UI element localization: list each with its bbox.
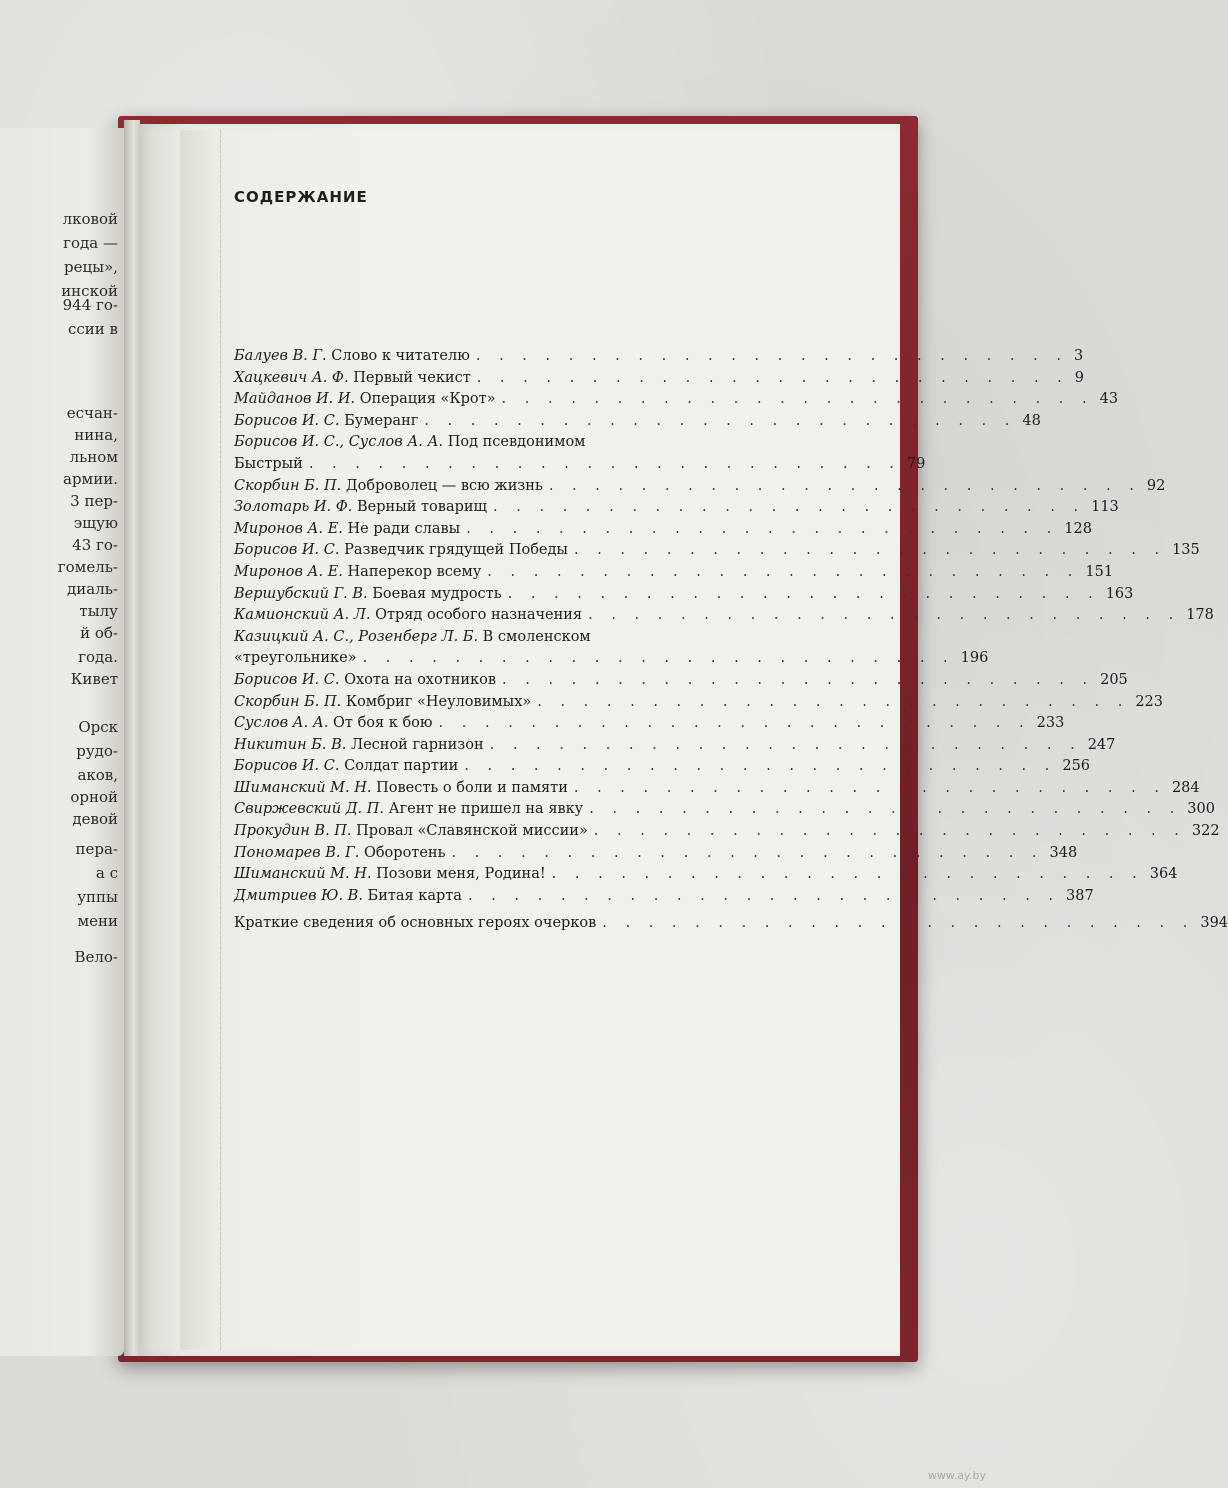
toc-leader-dots: . . . . . . . . . . . . . . . . . . . . . . . . . . <box>589 801 1182 818</box>
left-page-text-line: й об- <box>80 624 118 642</box>
toc-page-number: 43 <box>1099 391 1119 408</box>
toc-entry <box>234 715 1065 737</box>
toc-leader-dots: . . . . . . . . . . . . . . . . . . . . . . . . . . <box>475 348 1068 364</box>
toc-author: Балуев В. Г. <box>234 348 327 364</box>
toc-author: Шиманский М. Н. <box>234 779 372 796</box>
left-page-text-line: 944 го- <box>62 296 118 314</box>
toc-page-number: 205 <box>1100 671 1128 688</box>
toc-author: Золотарь И. Ф. <box>234 499 353 516</box>
toc-author: Дмитриев Ю. В. <box>234 887 363 904</box>
toc-page-number: 387 <box>1066 887 1094 904</box>
left-page-text-line: гомель- <box>57 558 118 576</box>
watermark: www.ay.by <box>927 1469 986 1482</box>
toc-title: Верный товарищ <box>357 499 488 516</box>
toc-title: Слово к читателю <box>331 348 470 364</box>
toc-entry <box>234 736 1116 759</box>
toc-entry <box>234 499 1119 521</box>
toc-author: Борисов И. С. <box>234 542 340 559</box>
toc-title: Не ради славы <box>347 520 461 537</box>
toc-leader-dots: . . . . . . . . . . . . . . . . . . . . . . . . . . <box>588 607 1181 624</box>
toc-author: Свиржевский Д. П. <box>234 801 384 818</box>
toc-leader-dots: . . . . . . . . . . . . . . . . . . . . . . . . . . <box>466 520 1059 537</box>
toc-title-continued: «треугольнике» <box>234 650 357 667</box>
left-page-text-line: 43 го- <box>72 536 118 554</box>
toc-page-number: 48 <box>1022 412 1041 429</box>
page-heading: СОДЕРЖАНИЕ <box>234 188 368 206</box>
left-page-text-line: лковой <box>62 210 118 228</box>
left-page-text-line: пера- <box>75 840 118 858</box>
toc-page-number: 394 <box>1200 915 1228 932</box>
left-page <box>0 128 124 1356</box>
toc-title: Операция «Крот» <box>359 391 496 408</box>
toc-page-number: 233 <box>1036 715 1065 732</box>
toc-title: Позови меня, Родина! <box>376 866 546 883</box>
toc-author: Хацкевич А. Ф. <box>234 369 349 386</box>
toc-entry <box>234 542 1200 564</box>
left-page-text-line: а с <box>95 864 118 882</box>
toc-page-number: 178 <box>1186 607 1214 624</box>
left-page-text-line: года — <box>63 234 118 252</box>
toc-title: Бумеранг <box>344 412 419 429</box>
toc-leader-dots: . . . . . . . . . . . . . . . . . . . . . . . . . . <box>308 455 901 472</box>
toc-leader-dots: . . . . . . . . . . . . . . . . . . . . . . . . . . <box>467 887 1061 904</box>
toc-leader-dots: . . . . . . . . . . . . . . . . . . . . . . . . . . <box>487 563 1080 580</box>
toc-leader-dots: . . . . . . . . . . . . . . . . . . . . . . . . . . <box>438 715 1031 732</box>
toc-title: Битая карта <box>367 887 462 904</box>
toc-entry <box>234 520 1092 543</box>
toc-leader-dots: . . . . . . . . . . . . . . . . . . . . . . . . . . <box>464 758 1057 775</box>
left-page-text-line: тылу <box>79 602 118 620</box>
left-page-text-line: рецы», <box>63 258 118 276</box>
toc-author: Скорбин Б. П. <box>234 693 342 710</box>
toc-title: В смоленском <box>482 628 591 645</box>
toc-page-number: 247 <box>1087 736 1116 753</box>
toc-entry-appendix <box>234 915 1228 937</box>
left-page-text-line: Орск <box>78 718 118 736</box>
left-page-text-line: нина, <box>74 426 118 444</box>
toc-page-number: 348 <box>1049 844 1078 861</box>
toc-title: Под псевдонимом <box>447 434 586 451</box>
left-page-text-line: 3 пер- <box>70 492 118 510</box>
toc-title: Лесной гарнизон <box>350 736 484 753</box>
toc-page-number: 92 <box>1146 477 1166 494</box>
toc-leader-dots: . . . . . . . . . . . . . . . . . . . . . . . . . . <box>551 866 1144 883</box>
toc-title: Солдат партии <box>344 758 459 775</box>
toc-page-number: 79 <box>906 455 926 472</box>
toc-title: Первый чекист <box>353 369 471 386</box>
toc-author: Камионский А. Л. <box>234 607 371 624</box>
toc-author: Борисов И. С., Суслов А. А. <box>234 434 444 451</box>
toc-leader-dots: . . . . . . . . . . . . . . . . . . . . . . . . . . <box>489 736 1082 753</box>
toc-entry <box>234 391 1119 413</box>
left-page-text-line: есчан- <box>66 404 118 422</box>
toc-entry <box>234 844 1078 867</box>
toc-author: Миронов А. Е. <box>234 520 343 537</box>
toc-entry <box>234 758 1091 780</box>
toc-author: Вершубский Г. В. <box>234 585 368 602</box>
toc-entry <box>234 477 1166 500</box>
left-page-text-line: уппы <box>77 888 118 906</box>
toc-title: Наперекор всему <box>347 563 482 580</box>
toc-leader-dots: . . . . . . . . . . . . . . . . . . . . . . . . . . <box>502 671 1095 688</box>
toc-title: Комбриг «Неуловимых» <box>345 693 532 710</box>
toc-page-number: 300 <box>1187 801 1215 818</box>
toc-author: Никитин Б. В. <box>234 736 347 753</box>
toc-leader-dots: . . . . . . . . . . . . . . . . . . . . . . . . . . <box>451 844 1044 861</box>
toc-leader-dots: . . . . . . . . . . . . . . . . . . . . . . . . . . <box>548 477 1141 494</box>
toc-entry <box>234 779 1200 802</box>
toc-page-number: 128 <box>1064 520 1092 537</box>
toc-page-number: 364 <box>1149 866 1178 883</box>
toc-author: Казицкий А. С., Розенберг Л. Б. <box>234 628 479 645</box>
toc-title: Доброволец — всю жизнь <box>345 477 543 494</box>
toc-title-continued: Быстрый <box>234 455 303 472</box>
toc-title: От боя к бою <box>333 715 433 732</box>
toc-page-number: 163 <box>1105 585 1134 602</box>
toc-entry <box>234 887 1094 910</box>
left-page-text-line: аков, <box>77 766 118 784</box>
toc-page-number: 113 <box>1091 499 1119 516</box>
left-page-text-line: инской <box>61 282 118 300</box>
toc-author: Пономарев В. Г. <box>234 844 360 861</box>
toc-page-number: 196 <box>960 650 989 667</box>
torn-paper-edge <box>180 130 221 1350</box>
toc-author: Скорбин Б. П. <box>234 477 342 494</box>
toc-entry <box>234 348 1084 370</box>
toc-title: Повесть о боли и памяти <box>376 779 568 796</box>
table-of-contents <box>234 348 1228 937</box>
toc-leader-dots: . . . . . . . . . . . . . . . . . . . . . . . . . . <box>424 412 1017 429</box>
toc-page-number: 284 <box>1171 779 1200 796</box>
toc-author: Борисов И. С. <box>234 671 340 688</box>
toc-author: Борисов И. С. <box>234 758 340 775</box>
toc-leader-dots: . . . . . . . . . . . . . . . . . . . . . . . . . . <box>507 585 1100 602</box>
toc-author: Шиманский М. Н. <box>234 866 372 883</box>
toc-entry <box>234 607 1214 629</box>
toc-entry <box>234 412 1041 435</box>
toc-page-number: 256 <box>1062 758 1091 775</box>
left-page-text-line: мени <box>77 912 118 930</box>
toc-page-number: 3 <box>1073 348 1084 364</box>
toc-leader-dots: . . . . . . . . . . . . . . . . . . . . . . . . . . <box>537 693 1130 710</box>
toc-author: Миронов А. Е. <box>234 563 343 580</box>
toc-author: Майданов И. И. <box>234 391 356 408</box>
toc-entry <box>234 369 1085 392</box>
toc-page-number: 9 <box>1074 369 1085 386</box>
toc-page-number: 322 <box>1191 823 1220 840</box>
toc-entry <box>234 823 1220 845</box>
toc-title: Краткие сведения об основных героях очерков <box>234 915 597 932</box>
left-page-text-line: льном <box>69 448 118 466</box>
toc-author: Борисов И. С. <box>234 412 340 429</box>
toc-author: Прокудин В. П. <box>234 823 352 840</box>
toc-entry <box>234 563 1114 586</box>
left-page-text-line: орной <box>70 788 118 806</box>
left-page-text-line: рудо- <box>76 742 118 760</box>
toc-leader-dots: . . . . . . . . . . . . . . . . . . . . . . . . . . <box>602 915 1195 932</box>
toc-title: Охота на охотников <box>344 671 497 688</box>
toc-author: Суслов А. А. <box>234 715 329 732</box>
toc-leader-dots: . . . . . . . . . . . . . . . . . . . . . . . . . . <box>573 542 1167 559</box>
toc-entry <box>234 801 1215 823</box>
left-page-text-line: Вело- <box>74 948 118 966</box>
toc-page-number: 151 <box>1085 563 1114 580</box>
toc-leader-dots: . . . . . . . . . . . . . . . . . . . . . . . . . . <box>573 779 1166 796</box>
left-page-text-line: ссии в <box>67 320 118 338</box>
left-page-text-line: Кивет <box>70 670 118 688</box>
left-page-text-line: года. <box>78 648 118 666</box>
toc-leader-dots: . . . . . . . . . . . . . . . . . . . . . . . . . . <box>593 823 1186 840</box>
toc-entry <box>234 628 989 672</box>
toc-page-number: 135 <box>1172 542 1200 559</box>
toc-leader-dots: . . . . . . . . . . . . . . . . . . . . . . . . . . <box>362 650 955 667</box>
toc-page-number: 223 <box>1135 693 1164 710</box>
toc-title: Агент не пришел на явку <box>388 801 584 818</box>
left-page-text-line: девой <box>72 810 118 828</box>
toc-title: Провал «Славянской миссии» <box>356 823 588 840</box>
toc-leader-dots: . . . . . . . . . . . . . . . . . . . . . . . . . . <box>476 369 1069 386</box>
toc-entry <box>234 866 1178 888</box>
left-page-text-line: армии. <box>63 470 118 488</box>
toc-leader-dots: . . . . . . . . . . . . . . . . . . . . . . . . . . <box>501 391 1094 408</box>
toc-entry <box>234 693 1164 716</box>
toc-title: Оборотень <box>363 844 446 861</box>
left-page-text-line: диаль- <box>67 580 118 598</box>
toc-title: Отряд особого назначения <box>375 607 583 624</box>
toc-entry <box>234 671 1128 694</box>
toc-title: Боевая мудрость <box>372 585 502 602</box>
toc-title: Разведчик грядущей Победы <box>344 542 568 559</box>
toc-entry <box>234 434 926 477</box>
toc-entry <box>234 585 1134 608</box>
left-page-text-line: эщую <box>73 514 118 532</box>
toc-leader-dots: . . . . . . . . . . . . . . . . . . . . . . . . . . <box>493 499 1086 516</box>
